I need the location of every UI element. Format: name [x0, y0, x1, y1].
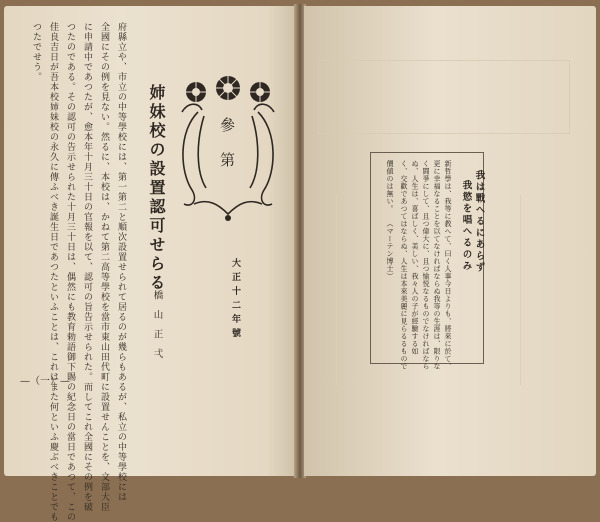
body-line-3: に申請中であつたが、愈本年十月三十日の官報を以て、認可の旨告示せられた。而してこれ全國にその例を破: [82, 22, 92, 512]
issue-era: 大正十二年號: [230, 258, 240, 342]
emblem-char-upper: 參: [218, 117, 236, 152]
article-author: 橋山正弌: [151, 290, 163, 368]
body-line-5: 佳良吉日が吾本校姉妹校の永久に傳ふべき誕生日であつたといふことは、これはまた何といふ慶ぶべきことでも: [48, 22, 58, 522]
emblem-char-lower: 第: [218, 152, 236, 167]
body-line-1: 府縣立や、市立の中等學校には、第一第二と順次設置せられて居るのが幾らもあるが、私立の中等學校には: [116, 22, 126, 502]
body-line-6: つたでせう。: [31, 22, 41, 82]
quote-line-5: く、交歡であつてはならぬ、人生は本來美麗に見らるるもので: [400, 160, 408, 370]
quote-headline-1: 我は戰へるにあらず: [473, 170, 485, 274]
quote-headline-2: 我慾を唱へるのみ: [460, 180, 472, 272]
quote-closing: 價値のは無い。: [386, 160, 394, 213]
quote-line-2: 更に幸福なることを以てなければならぬ我等の生涯は、限りな: [433, 160, 441, 370]
body-line-2: 全國にその例を見ない。然るに、本校は、かねて第二高等學校を當市東山田代町に設置せんことを、文部大臣: [99, 22, 109, 512]
faded-rule: [336, 195, 337, 385]
page-number: —（一）—: [20, 376, 70, 387]
faded-rule: [520, 195, 521, 385]
quote-line-1: 新哲學は、我等に教へて、曰く人事今日よりも、將來に於て、: [444, 160, 452, 370]
article-title: 姉妹校の設置認可せらる: [147, 84, 166, 293]
quote-line-3: く闘爭にして、且つ偉大に、且つ愉悦なるものでなければなら: [422, 160, 430, 370]
quote-attribution: （マーテン博士）: [386, 220, 394, 280]
quote-line-4: ぬ、人生は、喜ばしく、美しい、我々人の子が經驗する如: [411, 160, 419, 355]
faded-ornament-frame: [318, 60, 570, 134]
body-line-4: つたのである。その認可の告示せられた十月三十日は、偶然にも教育勅語御下賜の紀念日の當日であつて、この: [65, 22, 75, 522]
